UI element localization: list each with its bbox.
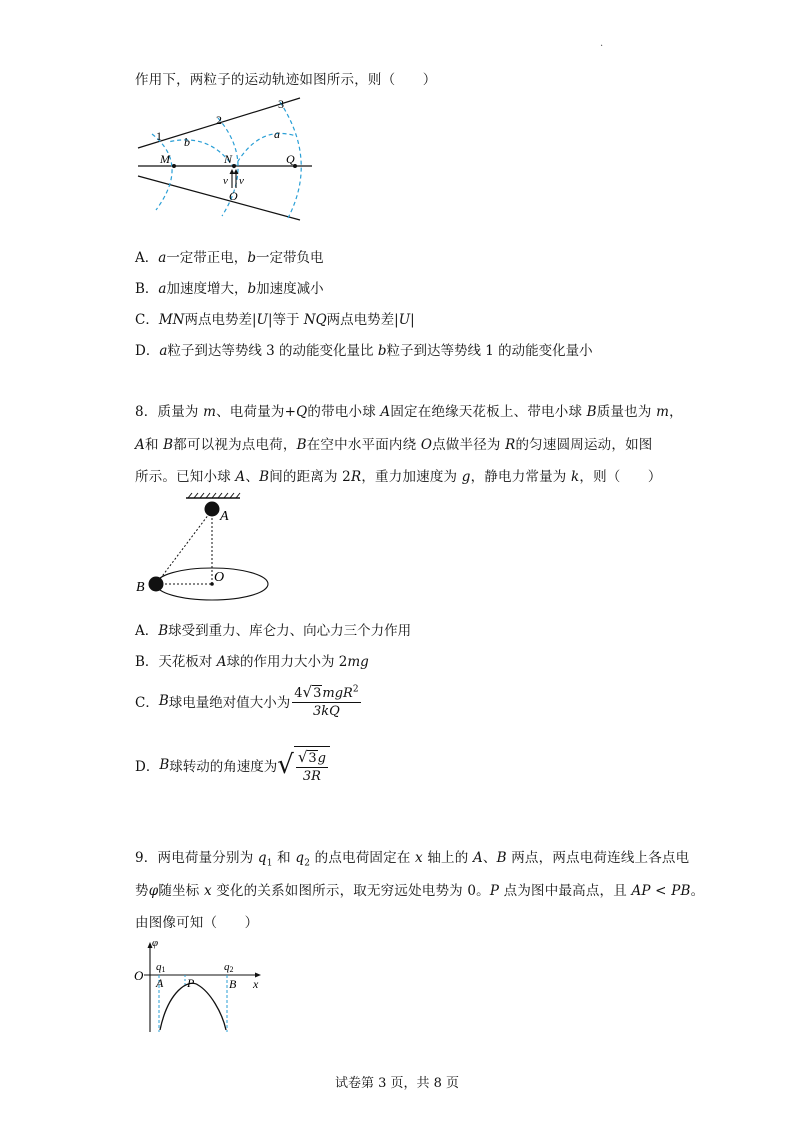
coefficient: 4 [294, 686, 303, 701]
q9-line-3: 由图像可知（ ） [135, 915, 259, 931]
q7-stem: 作用下，两粒子的运动轨迹如图所示，则（ ） [135, 72, 437, 88]
q7-option-b[interactable] [135, 277, 324, 297]
text: 所示。已知小球 [135, 469, 236, 485]
var-r: R [350, 469, 362, 485]
fraction-numerator [292, 683, 360, 703]
option-letter: A． [135, 623, 159, 639]
q8-label-o: O [214, 570, 225, 585]
option-text: 一定带负电 [255, 250, 324, 266]
radicand: 3 [308, 751, 317, 766]
q-letter: q [156, 961, 162, 973]
option-text: |等于 [267, 312, 304, 328]
text: 的匀速圆周运动，如图 [515, 437, 653, 453]
option-text: 加速度减小 [256, 281, 324, 297]
option-letter: B． [135, 281, 159, 297]
q9-label-phi: φ [152, 937, 159, 949]
var-o: O [420, 437, 433, 453]
option-letter: A． [135, 250, 159, 266]
option-letter: B． [135, 654, 159, 670]
text: 的带电小球 [307, 404, 381, 420]
q7-option-d[interactable] [135, 339, 593, 359]
text: ， [669, 404, 683, 420]
text: 随坐标 [158, 883, 204, 899]
q9-line-2 [135, 879, 704, 899]
text: ，静电力常量为 [470, 469, 571, 485]
var-mn: MN [158, 312, 185, 328]
option-text: 天花板对 [158, 654, 217, 670]
var-mg: mg [347, 654, 369, 670]
var-q: q [257, 850, 267, 866]
var-r: R [505, 437, 516, 453]
less-than: < [650, 883, 672, 899]
q-subscript: 1 [161, 965, 166, 974]
q8-option-c[interactable] [135, 683, 361, 719]
q7-label-v2: v [239, 175, 244, 187]
var-x: x [203, 883, 212, 899]
var-x: x [415, 850, 423, 866]
option-text: 球的作用力大小为 2 [226, 654, 348, 670]
var-u: U [256, 312, 268, 328]
q9-label-p: P [187, 976, 195, 990]
text: 和 [272, 850, 296, 866]
q9-label-x: x [253, 977, 259, 991]
q8-option-d[interactable] [135, 746, 330, 784]
q8-option-a[interactable] [135, 619, 411, 639]
q9-potential-curve [160, 983, 226, 1030]
var-m: m [203, 404, 217, 420]
option-text: 球受到重力、库仑力、向心力三个力作用 [168, 623, 412, 639]
q7-label-m: M [160, 152, 170, 166]
var-a: A [380, 404, 391, 420]
var-q: q [295, 850, 305, 866]
fraction-numerator [296, 748, 328, 768]
q9-figure [130, 934, 270, 1036]
q8-line-1 [135, 400, 683, 420]
q7-label-1: 1 [156, 129, 162, 143]
q7-label-q: Q [286, 152, 295, 166]
var-b: B [158, 693, 169, 709]
q7-label-b: b [184, 135, 190, 149]
text: 质量也为 [596, 404, 657, 420]
option-letter: D． [135, 343, 160, 359]
var-b: b [377, 343, 387, 359]
text: 在空中水平面内绕 [306, 437, 421, 453]
var-q: Q [296, 404, 308, 420]
var-u: U [398, 312, 411, 328]
var-a: A [135, 437, 145, 453]
q9-label-q2 [224, 961, 234, 974]
sqrt-icon: √ [297, 748, 308, 766]
corner-mark: . [600, 38, 604, 49]
var-b: B [163, 437, 174, 453]
text: 势 [135, 883, 149, 899]
var-a: a [158, 250, 167, 266]
q7-label-2: 2 [216, 113, 222, 127]
var-a: a [158, 281, 167, 297]
var-b: b [247, 250, 256, 266]
option-text: 两点电势差| [326, 312, 399, 328]
sqrt-icon: √ [277, 750, 294, 780]
fraction-denominator: 3kQ [313, 704, 340, 719]
q7-point-m [172, 164, 176, 168]
q8-label-a: A [220, 509, 229, 524]
option-text: 粒子到达等势线 3 的动能变化量比 [167, 343, 378, 359]
var-ap: AP [631, 883, 651, 899]
var-b: B [158, 623, 169, 639]
q7-label-n: N [224, 152, 233, 166]
var-b: B [259, 469, 270, 485]
q7-lower-line [138, 176, 300, 220]
text: 点为图中最高点，且 [499, 883, 632, 899]
var-b: b [247, 281, 257, 297]
q8-ball-b [149, 577, 164, 592]
q7-label-o: O [229, 189, 238, 203]
q8-option-b[interactable] [135, 650, 369, 670]
q7-option-a[interactable] [135, 246, 323, 266]
var-p: P [489, 883, 500, 899]
text: 的点电荷固定在 [310, 850, 416, 866]
text: ，则（ ） [579, 469, 662, 485]
var-b: B [159, 757, 170, 773]
var-nq: NQ [303, 312, 327, 328]
var-a: a [159, 343, 168, 359]
option-text: 粒子到达等势线 1 的动能变化量小 [386, 343, 593, 359]
q8-ceiling-hatch [188, 493, 240, 498]
option-text: 两点电势差| [184, 312, 257, 328]
text: 、电荷量为+ [216, 404, 297, 420]
subscript: 1 [266, 858, 273, 869]
text: 。 [690, 883, 705, 899]
q8-figure [130, 492, 290, 604]
q7-equipotential-1 [152, 134, 172, 210]
text: 都可以视为点电荷， [173, 437, 297, 453]
q-letter: q [224, 961, 230, 973]
fraction-denominator: 3R [302, 769, 321, 784]
text: 和 [144, 437, 164, 453]
page-footer: 试卷第 3 页，共 8 页 [334, 1076, 460, 1091]
option-text: 球转动的角速度为 [169, 759, 278, 775]
radicand: 3 [313, 686, 322, 701]
option-text: 一定带正电， [166, 250, 248, 266]
q9-label-b: B [229, 977, 237, 991]
var-g: g [461, 469, 471, 485]
text: 间的距离为 2 [269, 469, 351, 485]
q7-option-c[interactable] [135, 308, 415, 328]
text: 轴上的 [422, 850, 473, 866]
var-m: m [656, 404, 670, 420]
q7-label-3: 3 [278, 97, 284, 111]
option-letter: D． [135, 759, 160, 775]
omega-fraction [294, 746, 330, 784]
q7-label-v1: v [223, 175, 228, 187]
q9-label-a: A [156, 976, 164, 990]
var-b: B [296, 437, 307, 453]
var-phi: φ [148, 883, 159, 899]
text: 8．质量为 [135, 404, 204, 420]
var-a: A [472, 850, 483, 866]
q7-label-a: a [274, 127, 280, 141]
q9-line-1 [135, 846, 689, 869]
q8-label-b: B [136, 580, 145, 595]
option-text: 加速度增大， [166, 281, 248, 297]
subscript: 2 [304, 858, 311, 869]
text: ，重力加速度为 [361, 469, 462, 485]
text: 变化的关系如图所示，取无穷远处电势为 0。 [211, 883, 490, 899]
sqrt-icon: √ [302, 683, 313, 701]
q8-line-2 [135, 433, 652, 453]
text: 、 [482, 850, 497, 866]
var-a: A [216, 654, 227, 670]
var-b: B [586, 404, 597, 420]
q8-line-3 [135, 465, 662, 485]
text: 固定在绝缘天花板上、带电小球 [390, 404, 587, 420]
text: 两点，两点电荷连线上各点电 [506, 850, 690, 866]
q9-label-o: O [134, 968, 144, 983]
var-a: A [235, 469, 246, 485]
exponent: 2 [352, 684, 359, 695]
text: 、 [245, 469, 260, 485]
text: 9．两电荷量分别为 [135, 850, 258, 866]
var-k: k [571, 469, 580, 485]
var-b: B [496, 850, 507, 866]
q-subscript: 2 [229, 965, 234, 974]
charge-fraction [292, 683, 360, 719]
var-pb: PB [671, 883, 691, 899]
q7-arrowhead-1 [230, 169, 235, 174]
option-letter: C． [135, 695, 159, 711]
q9-label-q1 [156, 961, 166, 974]
option-letter: C． [135, 312, 159, 328]
q7-point-n [232, 164, 236, 168]
option-text: | [410, 312, 415, 328]
text: 点做半径为 [432, 437, 506, 453]
q7-figure [130, 92, 320, 222]
var-mgr: mgR [322, 686, 353, 701]
q8-ab-dash [157, 510, 212, 583]
var-g: g [317, 751, 326, 766]
option-text: 球电量绝对值大小为 [168, 695, 291, 711]
q8-ball-a [205, 502, 220, 517]
